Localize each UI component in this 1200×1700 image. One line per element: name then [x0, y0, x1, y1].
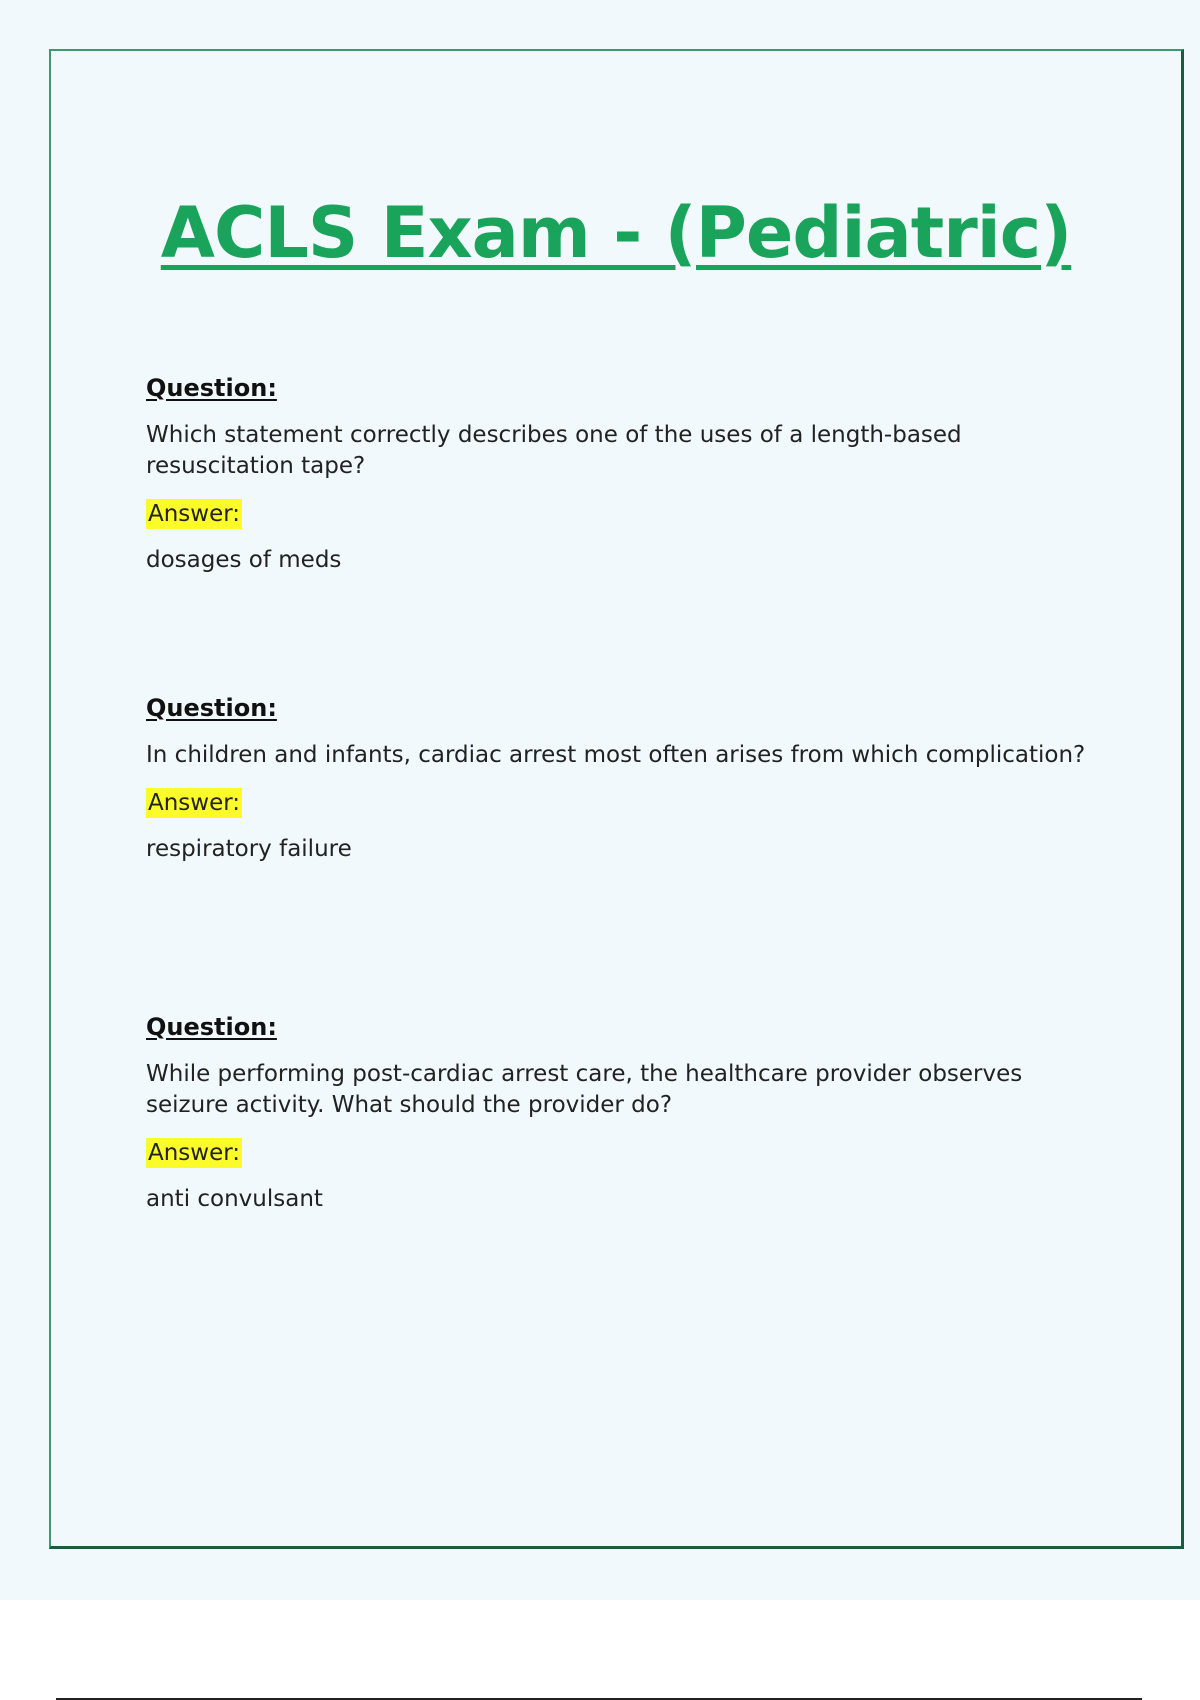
question-label: Question: — [146, 1013, 277, 1041]
question-text: In children and infants, cardiac arrest most often arises from which complication? — [146, 742, 1086, 768]
question-text: While performing post-cardiac arrest care, the healthcare provider observes seizure activity. What should the provider do? — [146, 1061, 1023, 1118]
page-frame — [49, 49, 1184, 1549]
document-title — [51, 191, 1181, 275]
answer-label: Answer: — [148, 1140, 241, 1166]
question-label: Question: — [146, 694, 277, 722]
question-text: Which statement correctly describes one of the uses of a length-based resuscitation tape? — [146, 422, 962, 479]
qa-item — [146, 1012, 1106, 1214]
answer-text: respiratory failure — [146, 836, 352, 862]
answer-label: Answer: — [148, 790, 241, 816]
question-label: Question: — [146, 374, 277, 402]
answer-text: anti convulsant — [146, 1186, 323, 1212]
answer-text: dosages of meds — [146, 547, 342, 573]
qa-item — [146, 693, 1106, 864]
qa-item — [146, 373, 1106, 575]
answer-label: Answer: — [148, 501, 241, 527]
document-title-text: ACLS Exam - (Pediatric) — [160, 192, 1072, 274]
